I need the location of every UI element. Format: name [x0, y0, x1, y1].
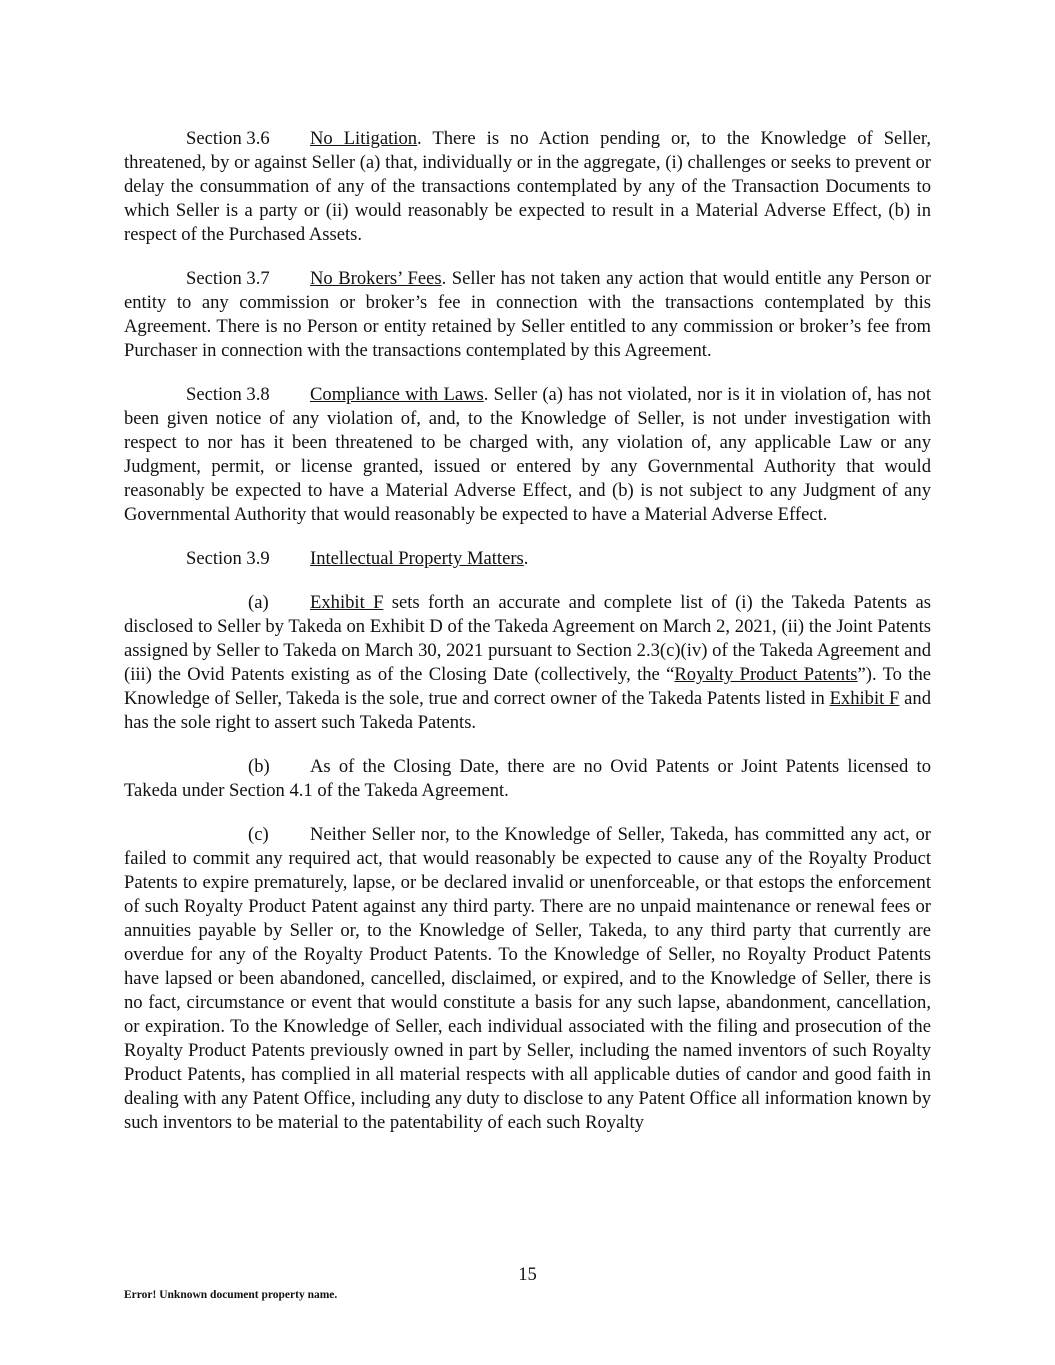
section-text: . Seller (a) has not violated, nor is it in violation of, has not been given notice of any violation of, and, to the Knowledge of Seller, is not under investigation with respect to nor has it been threatened to be charged with, any violation of, any applicable Law or any Judgment, permit, or license granted, issued or entered by any Governmental Authority that would reasonably be expected to have a Material Adverse Effect, and (b) is not subject to any Judgment of any Governmental Authority that would reasonably be expected to have a Material Adverse Effect.	[124, 384, 931, 525]
subsection-text: As of the Closing Date, there are no Ovid Patents or Joint Patents licensed to Takeda under Section 4.1 of the Takeda Agreement.	[124, 756, 931, 801]
section-3-6	[124, 127, 931, 247]
exhibit-reference: Exhibit F	[310, 592, 384, 613]
section-text: . Seller has not taken any action that would entitle any Person or entity to any commission or broker’s fee in connection with the transactions contemplated by this Agreement. There is no Person or entity retained by Seller entitled to any commission or broker’s fee from Purchaser in connection with the transactions contemplated by this Agreement.	[124, 268, 931, 361]
footer-note: Error! Unknown document property name.	[124, 1289, 338, 1301]
section-3-9	[124, 547, 931, 571]
subsection-c	[124, 823, 931, 1135]
section-3-8	[124, 383, 931, 527]
section-label: Section 3.8	[186, 384, 270, 405]
subsection-a	[124, 591, 931, 735]
section-label: Section 3.9	[186, 548, 270, 569]
page-number: 15	[518, 1264, 537, 1285]
subsection-label: (a)	[248, 592, 269, 613]
section-3-7	[124, 267, 931, 363]
subsection-label: (c)	[248, 824, 269, 845]
subsection-text: Neither Seller nor, to the Knowledge of Seller, Takeda, has committed any act, or failed to commit any required act, that would reasonably be expected to cause any of the Royalty Product Patents to expire prematurely, lapse, or be declared invalid or unenforceable, or that estops the enforcement of such Royalty Product Patent against any third party. There are no unpaid maintenance or renewal fees or annuities payable by Seller or, to the Knowledge of Seller, Takeda, to any third party that currently are overdue for any of the Royalty Product Patents. To the Knowledge of Seller, no Royalty Product Patents have lapsed or been abandoned, cancelled, disclaimed, or expired, and to the Knowledge of Seller, there is no fact, circumstance or event that would constitute a basis for any such lapse, abandonment, cancellation, or expiration. To the Knowledge of Seller, each individual associated with the filing and prosecution of the Royalty Product Patents previously owned in part by Seller, including the named inventors of such Royalty Product Patents, has complied in all material respects with all applicable duties of candor and good faith in dealing with any Patent Office, including any duty to disclose to any Patent Office all information known by such inventors to be material to the patentability of each such Royalty	[124, 824, 931, 1133]
subsection-label: (b)	[248, 756, 270, 777]
section-period: .	[523, 548, 529, 569]
exhibit-reference: Exhibit F	[829, 688, 900, 709]
subsection-text: sets forth an accurate and complete list of (i) the Takeda Patents as disclosed to Seller by Takeda on Exhibit D of the Takeda Agreement on March 2, 2021, (ii) the Joint Patents assigned by Seller to Takeda on March 30, 2021 pursuant to Section 2.3(c)(iv) of the Takeda Agreement and (iii) the Ovid Patents existing as of the Closing Date (collectively, the “	[124, 592, 931, 685]
subsection-b	[124, 755, 931, 803]
document-body	[124, 127, 931, 1135]
defined-term: Royalty Product Patents	[674, 664, 858, 685]
section-title: No Brokers’ Fees	[310, 268, 442, 289]
section-title: Intellectual Property Matters	[310, 548, 524, 569]
section-title: Compliance with Laws	[310, 384, 484, 405]
subsection-text: and has the sole right to assert such Takeda Patents.	[124, 688, 932, 733]
section-label: Section 3.6	[186, 128, 270, 149]
subsection-text: ”). To the Knowledge of Seller, Takeda is the sole, true and correct owner of the Takeda Patents listed in	[124, 664, 931, 709]
section-title: No Litigation	[310, 128, 418, 149]
section-text: . There is no Action pending or, to the Knowledge of Seller, threatened, by or against Seller (a) that, individually or in the aggregate, (i) challenges or seeks to prevent or delay the consummation of any of the transactions contemplated by any of the Transaction Documents to which Seller is a party or (ii) would reasonably be expected to result in a Material Adverse Effect, (b) in respect of the Purchased Assets.	[124, 128, 931, 245]
section-label: Section 3.7	[186, 268, 270, 289]
